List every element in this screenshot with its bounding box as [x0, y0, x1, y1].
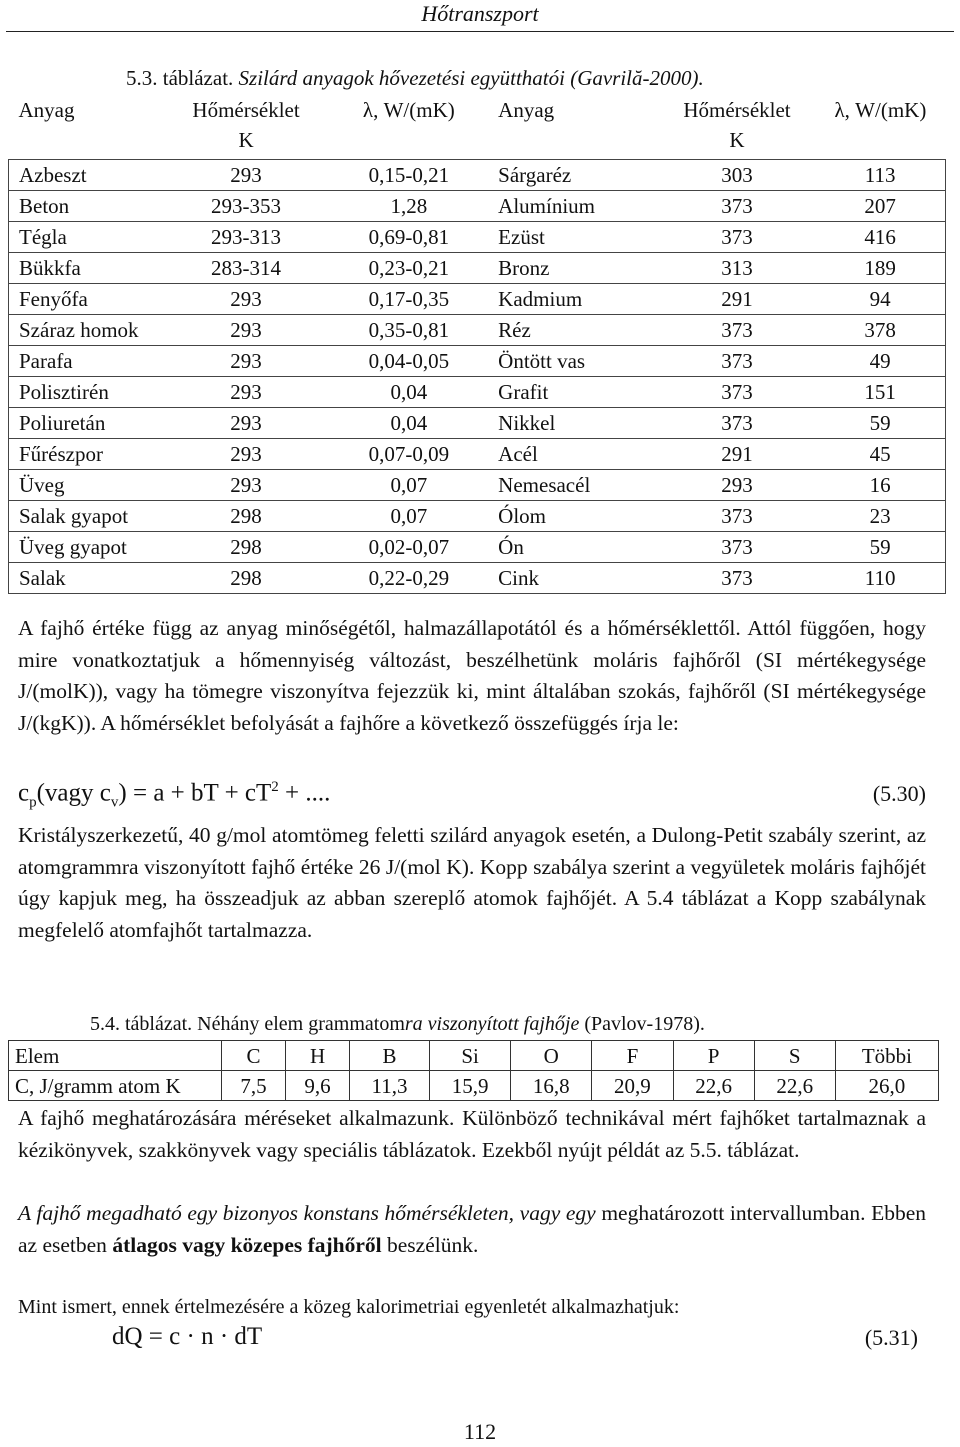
table-cell: 293-313	[211, 224, 282, 249]
table2-cell: 16,8	[511, 1071, 592, 1101]
col-header-material: Anyag	[18, 98, 75, 122]
table-cell: 94	[815, 284, 945, 315]
table2-header-cell: F	[592, 1041, 673, 1071]
table2-cell: 22,6	[754, 1071, 835, 1101]
atomic-heat-table	[8, 1040, 939, 1101]
table-cell: Fűrészpor	[9, 439, 163, 470]
conductivity-table	[8, 95, 946, 594]
table-cell: 373	[721, 193, 753, 218]
table-cell: 0,07	[390, 503, 428, 528]
table2-header-cell: B	[350, 1041, 430, 1071]
table-cell: 0,35-0,81	[368, 317, 450, 342]
table2-cell: 26,0	[835, 1071, 938, 1101]
table2-header-cell: S	[754, 1041, 835, 1071]
table-cell: 378	[815, 315, 945, 346]
table2-header-row	[9, 1041, 939, 1071]
table-cell: Sárgaréz	[498, 162, 572, 187]
para4-italic: A fajhő megadható egy bizonyos konstans hőmérsékleten, vagy egy	[18, 1201, 596, 1225]
table-cell: 313	[721, 255, 753, 280]
table2-cell: 20,9	[592, 1071, 673, 1101]
table-cell: 373	[721, 224, 753, 249]
table-row	[9, 470, 946, 501]
table-cell: 373	[721, 317, 753, 342]
table-cell: 0,22-0,29	[368, 565, 450, 590]
table-cell: 293	[230, 410, 262, 435]
table-row	[9, 532, 946, 563]
col-header-lambda: λ, W/(mK)	[362, 98, 455, 122]
col-header-temperature: Hőmérséklet K	[192, 98, 300, 152]
table-cell: Réz	[498, 317, 531, 342]
table-cell: Salak gyapot	[9, 501, 163, 532]
paragraph-calorimetric: Mint ismert, ennek értelmezésére a közeg kalorimetriai egyenletét alkalmazhatjuk:	[18, 1296, 680, 1318]
table-cell: 298	[230, 534, 262, 559]
table-cell: Acél	[498, 441, 538, 466]
table-cell: 0,04	[390, 410, 428, 435]
table-row	[9, 253, 946, 284]
table-cell: Kadmium	[498, 286, 583, 311]
table2-data-row	[9, 1071, 939, 1101]
table-row	[9, 377, 946, 408]
table-row	[9, 191, 946, 222]
table-cell: Ólom	[498, 503, 547, 528]
table-cell: 303	[721, 162, 753, 187]
eq-sup: 2	[271, 779, 279, 795]
table-cell: 373	[721, 534, 753, 559]
table-cell: Száraz homok	[9, 315, 163, 346]
caption-italic: Szilárd anyagok hővezetési együtthatói (Gavrilă-2000).	[238, 66, 704, 90]
equation-number: (5.30)	[872, 781, 926, 806]
table-cell: 113	[815, 160, 945, 191]
header-divider	[6, 31, 954, 32]
table2-cell: 15,9	[429, 1071, 510, 1101]
table-cell: Tégla	[9, 222, 163, 253]
table-cell: 293-353	[211, 193, 282, 218]
table-row	[9, 439, 946, 470]
table-cell: 291	[721, 286, 753, 311]
table-cell: Öntött vas	[498, 348, 586, 373]
table-cell: 0,07-0,09	[368, 441, 450, 466]
table-cell: 298	[230, 503, 262, 528]
table-cell: Polisztirén	[9, 377, 163, 408]
table2-header-cell: C	[222, 1041, 286, 1071]
table-cell: 49	[815, 346, 945, 377]
table-5-3-caption	[126, 66, 704, 91]
table-5-4-caption	[90, 1013, 705, 1036]
table2-header-cell: P	[673, 1041, 754, 1071]
table-cell: 291	[721, 441, 753, 466]
table2-cell: C, J/gramm atom K	[9, 1071, 222, 1101]
page-number: 112	[463, 1419, 497, 1444]
paragraph-average-heat	[18, 1198, 926, 1261]
table-cell: 373	[721, 410, 753, 435]
table2-cell: 9,6	[286, 1071, 350, 1101]
table-cell: 1,28	[390, 193, 428, 218]
table2-header-cell: O	[511, 1041, 592, 1071]
table-row	[9, 408, 946, 439]
table-cell: 0,04-0,05	[368, 348, 450, 373]
table-row	[9, 501, 946, 532]
table-cell: 293	[230, 379, 262, 404]
table-row	[9, 315, 946, 346]
table-cell: 293	[230, 348, 262, 373]
table-cell: 416	[815, 222, 945, 253]
eq2-text: dQ = c · n · dT	[112, 1323, 263, 1350]
table2-header-cell: Elem	[9, 1041, 222, 1071]
para4-normal: meghatározott intervallumban. Ebben az esetben	[18, 1201, 926, 1257]
table-cell: Grafit	[498, 379, 549, 404]
table-cell: Nemesacél	[498, 472, 591, 497]
caption2-prefix: 5.4. táblázat. Néhány elem grammatom	[90, 1013, 405, 1035]
paragraph-dulong-petit: Kristályszerkezetű, 40 g/mol atomtömeg feletti szilárd anyagok esetén, a Dulong-Petit szabály szerint, az atomgrammra viszonyított fajhő értéke 26 J/(mol K). Kopp szabálya szerint a vegyületek moláris fajhőjét úgy kapjuk meg, ha összeadjuk az abban szereplő atomok fajhőjét. A 5.4 táblázat a Kopp szabálynak megfelelő atomfajhőt tartalmazza.	[18, 823, 926, 942]
table-row	[9, 563, 946, 594]
table-cell: 293	[230, 162, 262, 187]
equation2-number: (5.31)	[864, 1325, 918, 1350]
table-cell: Salak	[9, 563, 163, 594]
caption-prefix: 5.3. táblázat.	[126, 66, 239, 90]
table-cell: 110	[815, 563, 945, 594]
table-cell: Nikkel	[498, 410, 556, 435]
eq-sub-v: v	[110, 794, 119, 811]
table2-header-cell: Többi	[835, 1041, 938, 1071]
table-cell: Ezüst	[498, 224, 545, 249]
table-cell: Ón	[498, 534, 524, 559]
table-cell: 373	[721, 503, 753, 528]
para4-bold: átlagos vagy közepes fajhőről	[112, 1232, 382, 1257]
table-cell: 293	[721, 472, 753, 497]
table-cell: Poliuretán	[9, 408, 163, 439]
table-cell: Alumínium	[498, 193, 596, 218]
table-cell: 0,69-0,81	[368, 224, 450, 249]
equation-5-31	[112, 1323, 918, 1351]
table-cell: 373	[721, 565, 753, 590]
table-row	[9, 222, 946, 253]
table-cell: 283-314	[211, 255, 282, 280]
col-header-material-2: Anyag	[498, 98, 555, 122]
table2-header-cell: H	[286, 1041, 350, 1071]
paragraph-specific-heat: A fajhő értéke függ az anyag minőségétől, halmazállapotától és a hőmérséklettől. Attól függően, hogy mire vonatkoztatjuk a hőmennyiség változást, beszélhetünk moláris fajhőről (SI mértékegysége J/(molK)), vagy ha tömegre viszonyítva fejezzük ki, mint általában szokás, fajhőről (SI mértékegysége J/(kgK)). A hőmérséklet befolyását a fajhőre a következő összefüggés írja le:	[18, 616, 926, 735]
table-cell: 0,04	[390, 379, 428, 404]
col-header-lambda-2: λ, W/(mK)	[834, 98, 927, 122]
table-cell: Fenyőfa	[9, 284, 163, 315]
table-cell: Bükkfa	[9, 253, 163, 284]
table-cell: 0,02-0,07	[368, 534, 450, 559]
table-cell: Bronz	[498, 255, 550, 280]
table-cell: 293	[230, 441, 262, 466]
table-row	[9, 284, 946, 315]
col-header-temperature-2: Hőmérséklet K	[683, 98, 791, 152]
table-cell: 298	[230, 565, 262, 590]
table-cell: 59	[815, 408, 945, 439]
table-cell: 293	[230, 286, 262, 311]
table-cell: 16	[815, 470, 945, 501]
caption2-suffix: (Pavlov-1978).	[579, 1013, 705, 1035]
caption2-italic: ra viszonyított fajhője	[404, 1013, 580, 1035]
eq-sub-p: p	[29, 794, 37, 811]
eq-tail: + ....	[278, 779, 331, 807]
table2-cell: 11,3	[350, 1071, 430, 1101]
table-cell: 293	[230, 472, 262, 497]
table-cell: Üveg gyapot	[9, 532, 163, 563]
table-cell: 45	[815, 439, 945, 470]
page-header-title: Hőtranszport	[421, 1, 539, 26]
table-cell: Cink	[498, 565, 540, 590]
table-cell: 0,15-0,21	[368, 162, 450, 187]
table-cell: Üveg	[9, 470, 163, 501]
table-row	[9, 160, 946, 191]
table-cell: 23	[815, 501, 945, 532]
table-cell: 151	[815, 377, 945, 408]
eq-c: c	[18, 779, 30, 807]
table-cell: 207	[815, 191, 945, 222]
para4-end: beszélünk.	[381, 1232, 479, 1257]
table-cell: 0,17-0,35	[368, 286, 450, 311]
eq-rest: ) = a + bT + cT	[118, 779, 272, 807]
table-cell: 189	[815, 253, 945, 284]
table-cell: Parafa	[9, 346, 163, 377]
equation-5-30	[18, 779, 926, 811]
table-cell: 293	[230, 317, 262, 342]
table-cell: Azbeszt	[9, 160, 163, 191]
table-cell: Beton	[9, 191, 163, 222]
table-row	[9, 346, 946, 377]
table-cell: 373	[721, 379, 753, 404]
paragraph-measurement: A fajhő meghatározására méréseket alkalmazunk. Különböző technikával mért fajhőket tartalmaznak a kézikönyvek, szakkönyvek vagy speciális táblázatok. Ezekből nyújt példát az 5.5. táblázat.	[18, 1106, 926, 1162]
table-cell: 0,23-0,21	[368, 255, 450, 280]
table2-header-cell: Si	[429, 1041, 510, 1071]
table-cell: 373	[721, 348, 753, 373]
table2-cell: 7,5	[222, 1071, 286, 1101]
table2-cell: 22,6	[673, 1071, 754, 1101]
table-cell: 0,07	[390, 472, 428, 497]
table-cell: 59	[815, 532, 945, 563]
eq-mid: (vagy c	[36, 779, 111, 807]
table-header-row	[9, 95, 946, 160]
